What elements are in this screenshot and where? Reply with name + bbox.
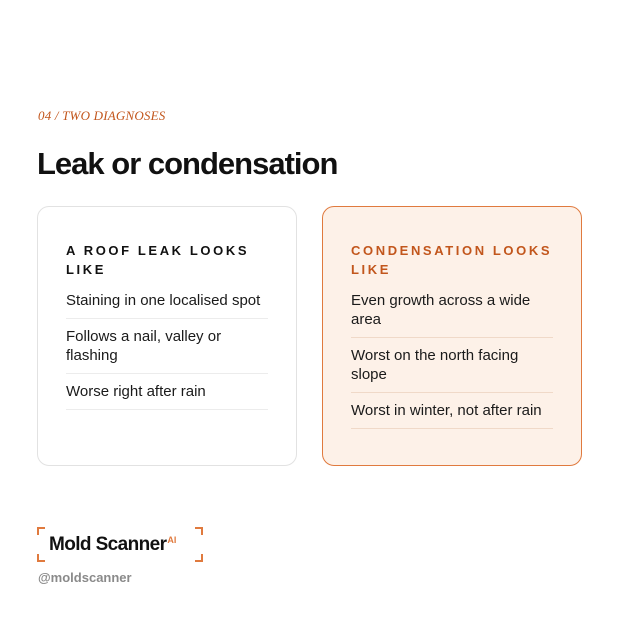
list-item: Follows a nail, valley or flashing bbox=[66, 319, 268, 374]
roof-leak-list bbox=[66, 291, 268, 410]
list-item: Worst in winter, not after rain bbox=[351, 393, 553, 429]
page-title: Leak or condensation bbox=[37, 146, 338, 181]
section-eyebrow: 04 / TWO DIAGNOSES bbox=[38, 108, 166, 123]
list-item: Staining in one localised spot bbox=[66, 291, 268, 319]
list-item: Worse right after rain bbox=[66, 374, 268, 410]
brand-logo bbox=[37, 527, 203, 562]
roof-leak-card bbox=[37, 206, 297, 466]
frame-corner-icon bbox=[195, 554, 203, 562]
social-handle: @moldscanner bbox=[38, 570, 132, 585]
condensation-card bbox=[322, 206, 582, 466]
condensation-list bbox=[351, 291, 553, 429]
brand-superscript: AI bbox=[167, 534, 177, 545]
condensation-card-heading: CONDENSATION LOOKS LIKE bbox=[351, 243, 553, 277]
list-item: Even growth across a wide area bbox=[351, 291, 553, 338]
brand-name bbox=[49, 534, 176, 556]
brand-name-text: Mold Scanner bbox=[49, 534, 167, 555]
list-item: Worst on the north facing slope bbox=[351, 338, 553, 393]
frame-corner-icon bbox=[37, 554, 45, 562]
roof-leak-card-heading: A ROOF LEAK LOOKS LIKE bbox=[66, 243, 250, 277]
frame-corner-icon bbox=[37, 527, 45, 535]
frame-corner-icon bbox=[195, 527, 203, 535]
